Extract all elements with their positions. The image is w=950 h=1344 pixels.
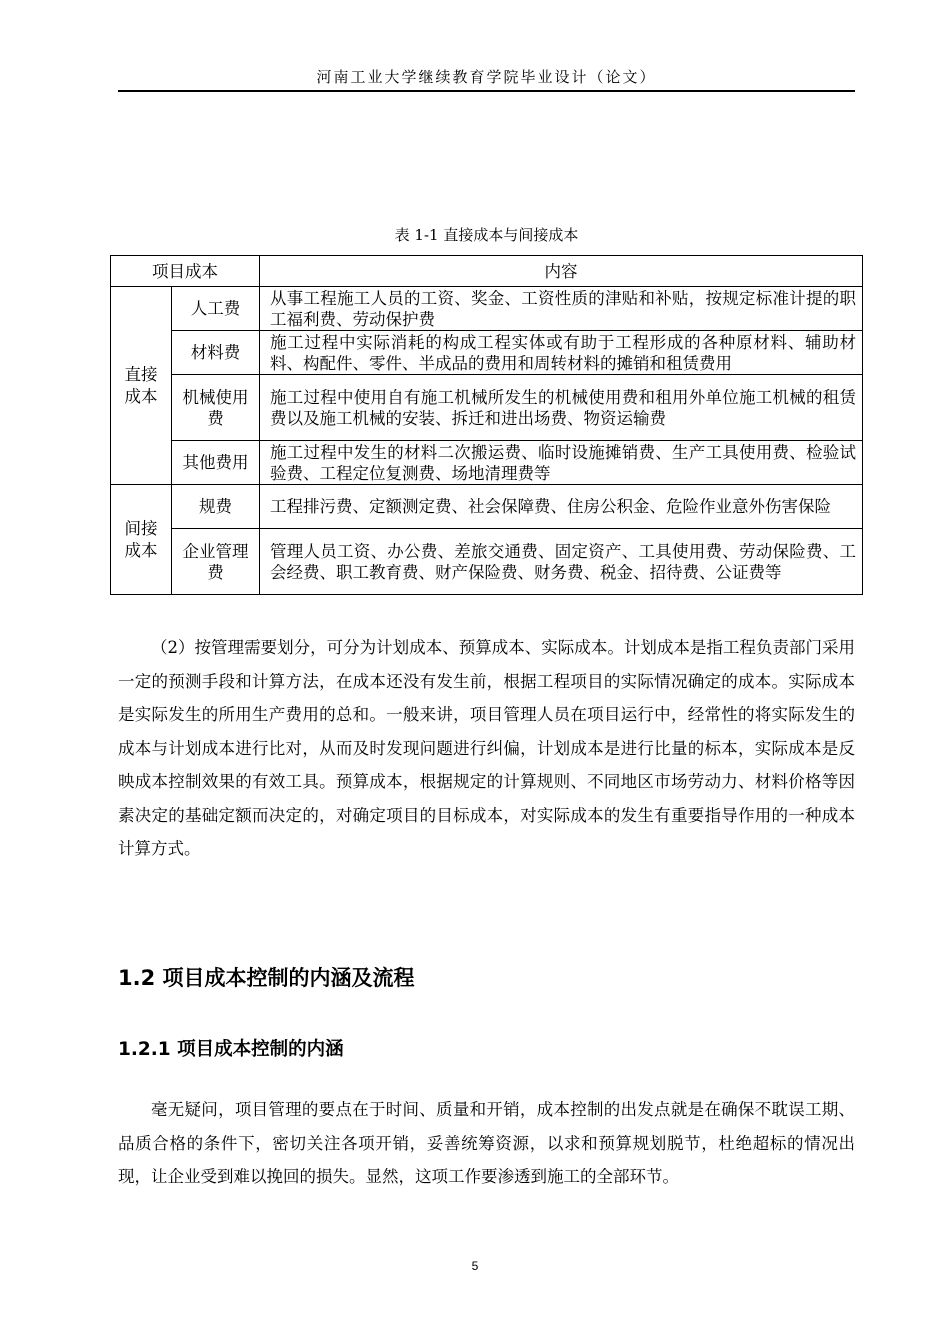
row-content: 工程排污费、定额测定费、社会保障费、住房公积金、危险作业意外伤害保险 [260, 485, 863, 529]
page-header [118, 66, 855, 92]
row-item: 人工费 [172, 287, 260, 331]
table-row [111, 375, 863, 441]
row-content: 施工过程中实际消耗的构成工程实体或有助于工程形成的各种原材料、辅助材料、构配件、零件、半成品的费用和周转材料的摊销和租赁费用 [260, 331, 863, 375]
group-label-indirect: 间接成本 [124, 518, 158, 560]
row-item: 材料费 [172, 331, 260, 375]
table-row [111, 331, 863, 375]
table-row [111, 529, 863, 595]
row-content: 管理人员工资、办公费、差旅交通费、固定资产、工具使用费、劳动保险费、工会经费、职工教育费、财产保险费、财务费、税金、招待费、公证费等 [260, 529, 863, 595]
row-item: 其他费用 [172, 441, 260, 485]
table-row [111, 287, 863, 331]
table-row [111, 441, 863, 485]
table-row [111, 485, 863, 529]
table-caption: 表 1-1 直接成本与间接成本 [394, 226, 579, 244]
row-item: 机械使用费 [172, 375, 260, 441]
table-header-project-cost: 项目成本 [111, 256, 260, 287]
group-cell-indirect [111, 485, 172, 595]
group-cell-direct [111, 287, 172, 485]
row-content: 施工过程中发生的材料二次搬运费、临时设施摊销费、生产工具使用费、检验试验费、工程定位复测费、场地清理费等 [260, 441, 863, 485]
section-heading: 1.2 项目成本控制的内涵及流程 [118, 966, 415, 990]
paragraph-cost-control: 毫无疑问，项目管理的要点在于时间、质量和开销，成本控制的出发点就是在确保不耽误工期、品质合格的条件下，密切关注各项开销，妥善统筹资源，以求和预算规划脱节，杜绝超标的情况出现，让企业受到难以挽回的损失。显然，这项工作要渗透到施工的全部环节。 [118, 1100, 855, 1186]
cost-table [110, 255, 863, 595]
group-label-direct: 直接成本 [124, 364, 158, 406]
subsection-heading: 1.2.1 项目成本控制的内涵 [118, 1039, 344, 1060]
row-content: 从事工程施工人员的工资、奖金、工资性质的津贴和补贴，按规定标准计提的职工福利费、劳动保护费 [260, 287, 863, 331]
table-header-row [111, 256, 863, 287]
header-title: 河南工业大学继续教育学院毕业设计（论文） [316, 68, 657, 86]
paragraph-cost-classification: （2）按管理需要划分，可分为计划成本、预算成本、实际成本。计划成本是指工程负责部门采用一定的预测手段和计算方法，在成本还没有发生前，根据工程项目的实际情况确定的成本。实际成本是实际发生的所用生产费用的总和。一般来讲，项目管理人员在项目运行中，经常性的将实际发生的成本与计划成本进行比对，从而及时发现问题进行纠偏，计划成本是进行比量的标本，实际成本是反映成本控制效果的有效工具。预算成本，根据规定的计算规则、不同地区市场劳动力、材料价格等因素决定的基础定额而决定的，对确定项目的目标成本，对实际成本的发生有重要指导作用的一种成本计算方式。 [118, 638, 855, 858]
row-content: 施工过程中使用自有施工机械所发生的机械使用费和租用外单位施工机械的租赁费以及施工机械的安装、拆迁和进出场费、物资运输费 [260, 375, 863, 441]
page-number: 5 [471, 1259, 479, 1273]
row-item: 企业管理费 [172, 529, 260, 595]
row-item: 规费 [172, 485, 260, 529]
table-header-content: 内容 [260, 256, 863, 287]
